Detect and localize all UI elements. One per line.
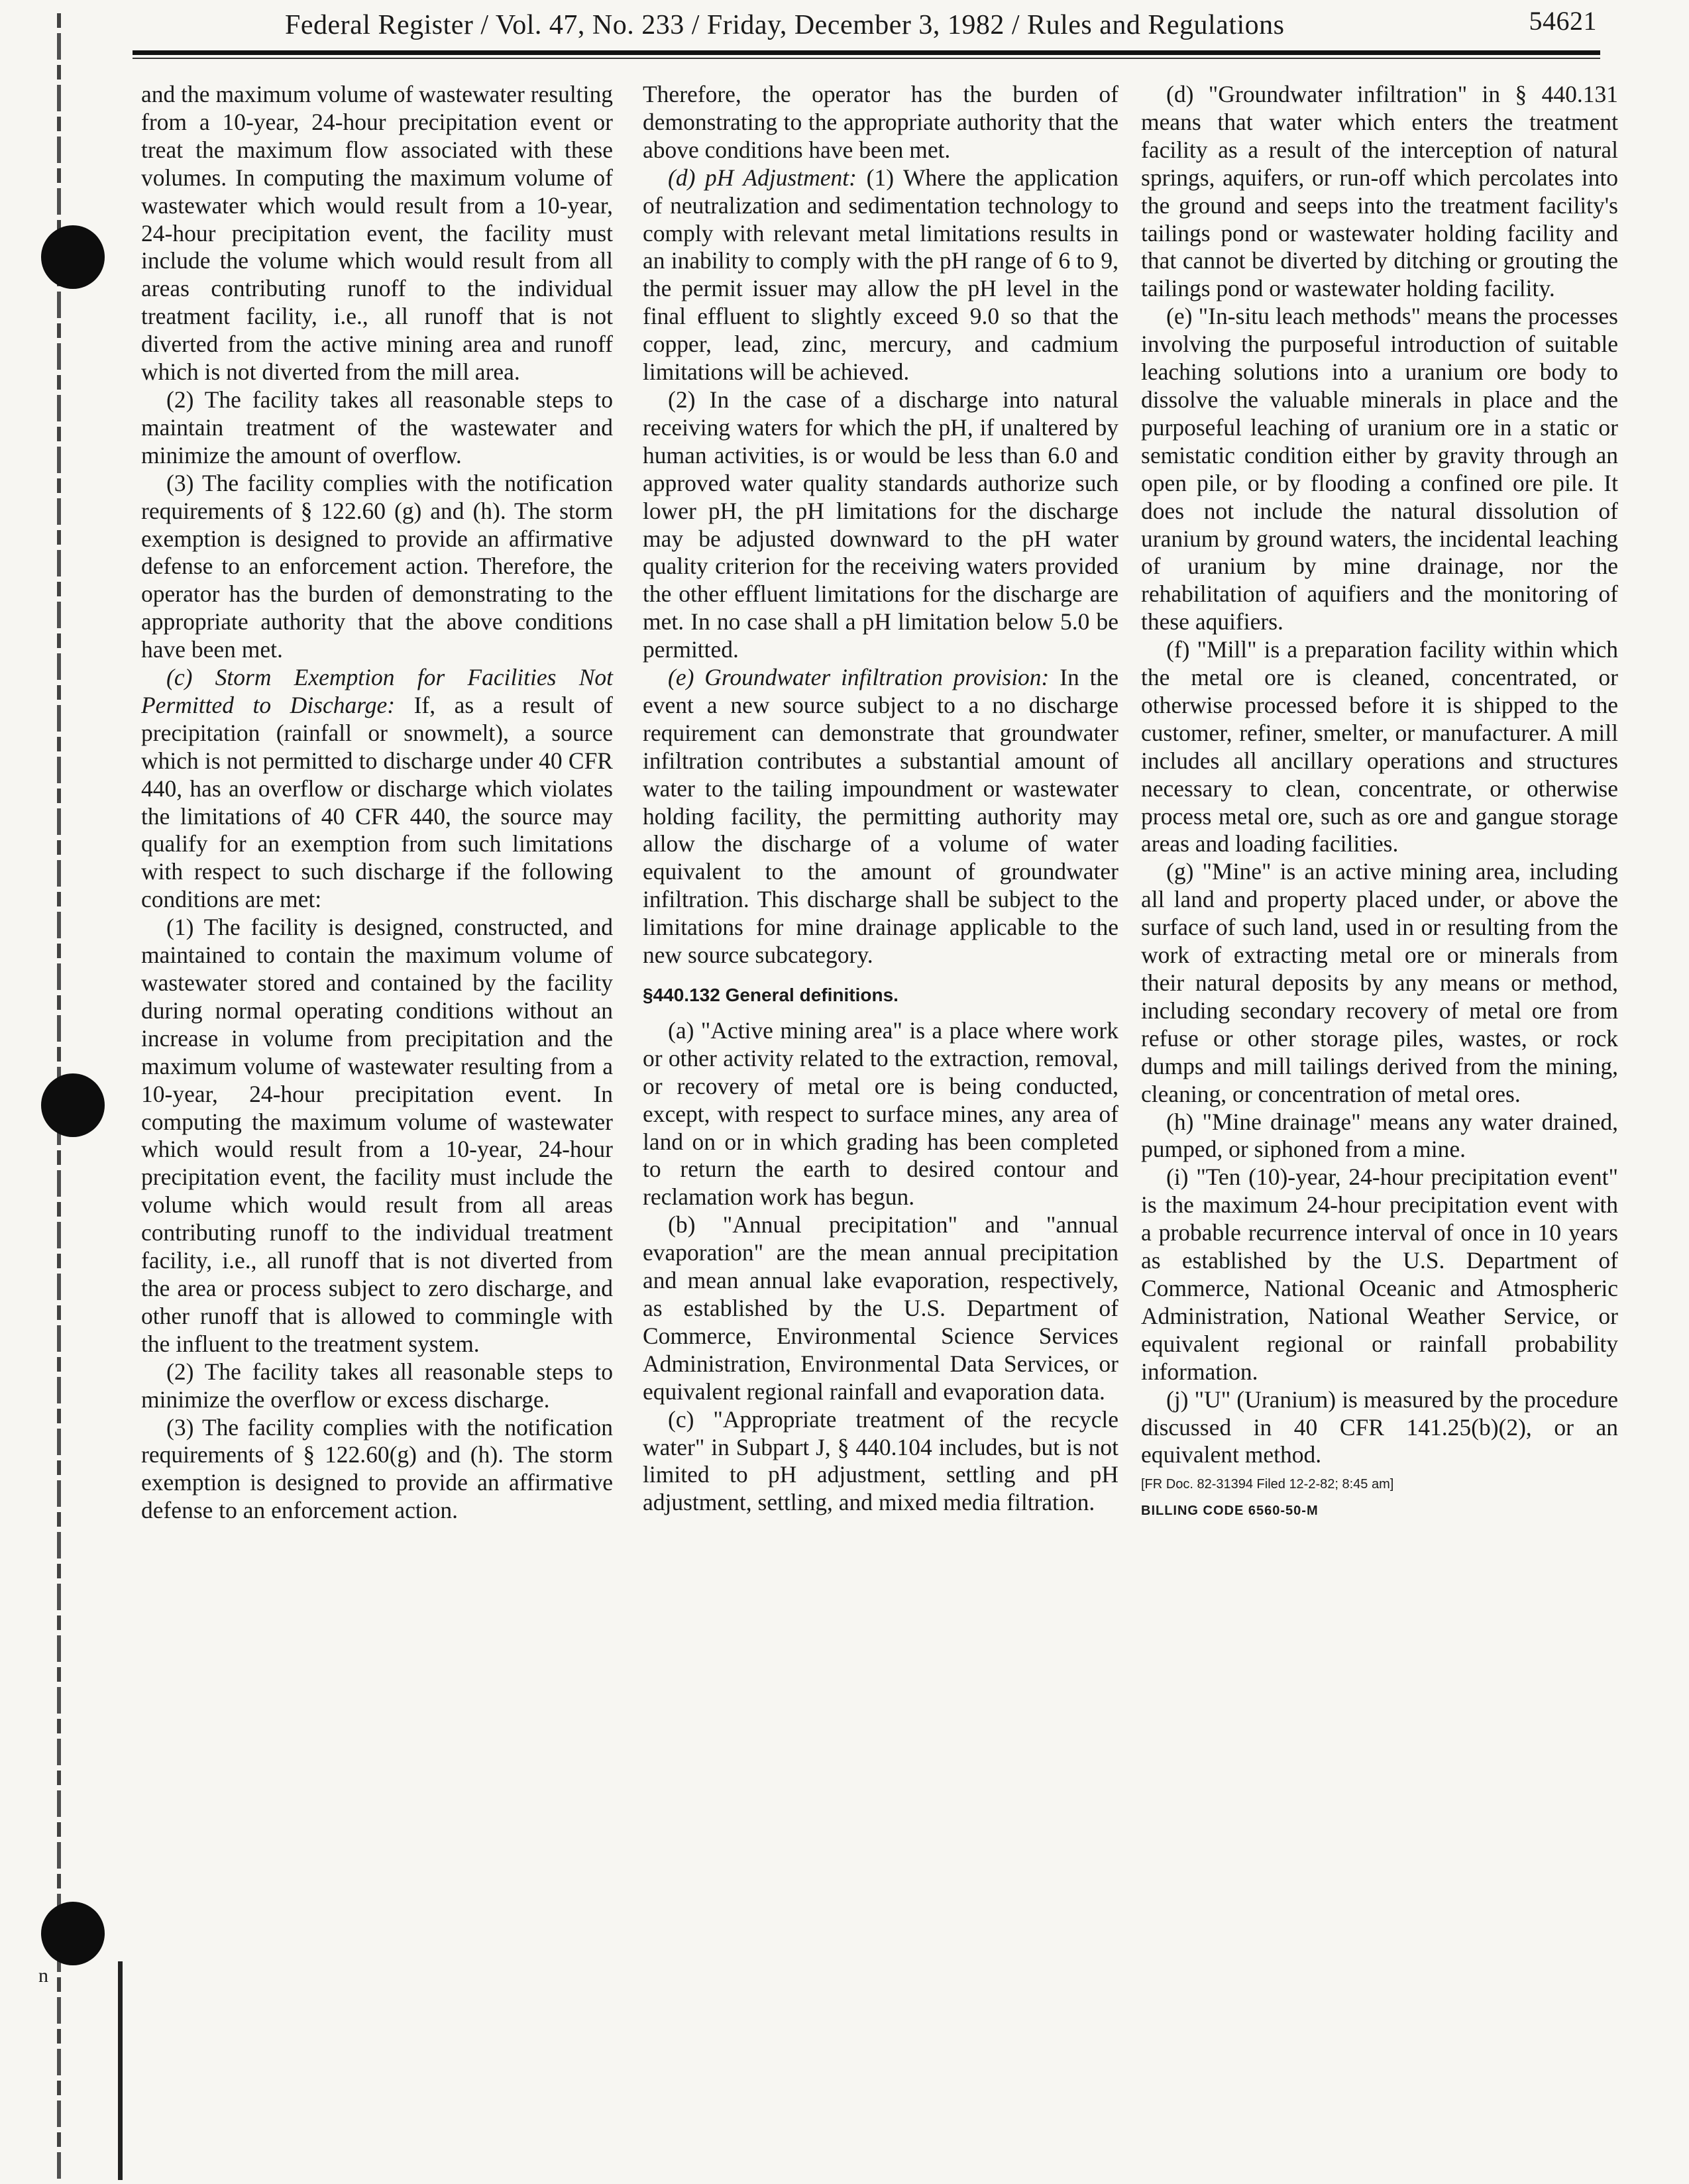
paragraph — [141, 664, 613, 914]
punch-hole — [41, 225, 105, 289]
paragraph: (f) "Mill" is a preparation facility within which the metal ore is cleaned, concentrated, or otherwise processed before it is shipped to the customer, refiner, smelter, or manufacturer. A mill includes all ancillary operations and structures necessary to clean, concentrate, or otherwise process metal ore, such as ore and gangue storage areas and loading facilities. — [1141, 636, 1618, 857]
paragraph: (2) The facility takes all reasonable steps to minimize the overflow or excess discharge. — [141, 1358, 613, 1413]
paragraph-heading: (d) pH Adjustment: — [668, 164, 857, 191]
paragraph: (c) "Appropriate treatment of the recycle water" in Subpart J, § 440.104 includes, but is not limited to pH adjustment, settling and pH adjustment, settling, and mixed media filtration. — [643, 1405, 1118, 1516]
punch-hole — [41, 1902, 105, 1965]
paragraph — [643, 164, 1118, 386]
margin-mark: n — [38, 1965, 48, 1987]
paragraph: (d) "Groundwater infiltration" in § 440.131 means that water which enters the treatment facility as a result of the interception of natural springs, aquifers, or run-off which percolates into the ground and seeps into the treatment facility's tailings pond or wastewater holding facility and that cannot be diverted by ditching or grouting the tailings pond or wastewater holding facility. — [1141, 81, 1618, 302]
billing-code: BILLING CODE 6560-50-M — [1141, 1503, 1319, 1519]
paragraph-text: In the event a new source subject to a no discharge requirement can demonstrate that groundwater infiltration contributes a substantial amount of water to the tailing impoundment or wastewater holding facility, the permitting authority may allow the discharge of a volume of water equivalent to the amount of groundwater infiltration. This discharge shall be subject to the limitations for mine drainage applicable to the new source subcategory. — [643, 664, 1118, 969]
paragraph-text: If, as a result of precipitation (rainfall or snowmelt), a source which is not permitted to discharge under 40 CFR 440, has an overflow or discharge which violates the limitations of 40 CFR 440, the source may qualify for an exemption from such limitations with respect to such discharge if the following conditions are met: — [141, 691, 613, 913]
column-3 — [1141, 81, 1618, 1522]
binding-edge-lower — [118, 1961, 123, 2180]
paragraph: (2) In the case of a discharge into natural receiving waters for which the pH, if unaltered by human activities, is or would be less than 6.0 and approved water quality standards authorize such lower pH, the pH limitations for the discharge may be adjusted downward to the pH water quality criterion for the receiving waters provided the other effluent limitations for the discharge are met. In no case shall a pH limitation below 5.0 be permitted. — [643, 386, 1118, 663]
section-heading: §440.132 General definitions. — [643, 985, 899, 1005]
paragraph: (1) The facility is designed, constructed, and maintained to contain the maximum volume of wastewater stored and contained by the facility during normal operating conditions without an increase in volume from precipitation and the maximum volume of wastewater resulting from a 10-year, 24-hour precipitation event. In computing the maximum volume of wastewater which would result from a 10-year, 24-hour precipitation event, the facility must include the volume which would result from all areas contributing runoff to the individual treatment facility, i.e., all runoff that is not diverted from the area or process subject to zero discharge, and other runoff that is allowed to commingle with the influent to the treatment system. — [141, 914, 613, 1357]
paragraph — [643, 664, 1118, 969]
fr-doc-note: [FR Doc. 82-31394 Filed 12-2-82; 8:45 am] — [1141, 1477, 1394, 1492]
header-rule — [133, 50, 1600, 55]
paragraph: (e) "In-situ leach methods" means the processes involving the purposeful introduction of suitable leaching solutions into a uranium ore body to dissolve the valuable minerals in place and the purposeful leaching of uranium ore in a static or semistatic condition either by gravity through an open pile, or by flooding a confined ore pile. It does not include the natural dissolution of uranium by ground waters, the incidental leaching of uranium by mine drainage, nor the rehabilitation of aquifiers and the monitoring of these aquifiers. — [1141, 303, 1618, 635]
running-head: Federal Register / Vol. 47, No. 233 / Friday, December 3, 1982 / Rules and Regulations — [285, 10, 1285, 40]
paragraph: (j) "U" (Uranium) is measured by the procedure discussed in 40 CFR 141.25(b)(2), or an equivalent method. — [1141, 1386, 1618, 1468]
paragraph: Therefore, the operator has the burden of demonstrating to the appropriate authority that the above conditions have been met. — [643, 81, 1118, 163]
header-rule-thin — [133, 58, 1600, 59]
paragraph: (3) The facility complies with the notification requirements of § 122.60 (g) and (h). The storm exemption is designed to provide an affirmative defense to an enforcement action. Therefore, the operator has the burden of demonstrating to the appropriate authority that the above conditions have been met. — [141, 469, 613, 663]
paragraph: (3) The facility complies with the notification requirements of § 122.60(g) and (h). The storm exemption is designed to provide an affirmative defense to an enforcement action. — [141, 1413, 613, 1524]
paragraph: (b) "Annual precipitation" and "annual evaporation" are the mean annual precipitation and mean annual lake evaporation, respectively, as established by the U.S. Department of Commerce, Environmental Science Services Administration, Environmental Data Services, or equivalent regional rainfall and evaporation data. — [643, 1211, 1118, 1405]
paragraph: (h) "Mine drainage" means any water drained, pumped, or siphoned from a mine. — [1141, 1108, 1618, 1163]
paragraph: (i) "Ten (10)-year, 24-hour precipitation event" is the maximum 24-hour precipitation event with a probable recurrence interval of once in 10 years as established by the U.S. Department of Commerce, National Oceanic and Atmospheric Administration, National Weather Service, or equivalent regional or rainfall probability information. — [1141, 1164, 1618, 1385]
column-2 — [643, 81, 1118, 1517]
paragraph: (g) "Mine" is an active mining area, including all land and property placed under, or above the surface of such land, used in or resulting from the work of extracting metal ore or minerals from their natural deposits by any means or method, including secondary recovery of metal ore from refuse or other storage piles, wastes, or rock dumps and mill tailings derived from the mining, cleaning, or concentration of metal ores. — [1141, 858, 1618, 1107]
page-number: 54621 — [1529, 6, 1597, 36]
paragraph-heading: (e) Groundwater infiltration provision: — [668, 664, 1050, 691]
page-header — [133, 5, 1597, 46]
paragraph: (a) "Active mining area" is a place where work or other activity related to the extraction, removal, or recovery of metal ore is being conducted, except, with respect to surface mines, any area of land on or in which grading has been completed to return the earth to desired contour and reclamation work has begun. — [643, 1016, 1118, 1211]
column-1 — [141, 81, 613, 1525]
punch-hole — [41, 1073, 105, 1137]
paragraph: and the maximum volume of wastewater resulting from a 10-year, 24-hour precipitation event or treat the maximum flow associated with these volumes. In computing the maximum volume of wastewater which would result from a 10-year, 24-hour precipitation event, the facility must include the volume which would result from all areas contributing runoff to the individual treatment facility, i.e., all runoff that is not diverted from the active mining area and runoff which is not diverted from the mill area. — [141, 81, 613, 386]
paragraph-heading: (c) Storm Exemption for Facilities Not Permitted to Discharge: — [141, 664, 613, 718]
paragraph: (2) The facility takes all reasonable steps to maintain treatment of the wastewater and minimize the amount of overflow. — [141, 386, 613, 468]
paragraph-text: (1) Where the application of neutralization and sedimentation technology to comply with relevant metal limitations results in an inability to comply with the pH range of 6 to 9, the permit issuer may allow the pH level in the final effluent to slightly exceed 9.0 so that the copper, lead, zinc, mercury, and cadmium limitations will be achieved. — [643, 164, 1118, 386]
